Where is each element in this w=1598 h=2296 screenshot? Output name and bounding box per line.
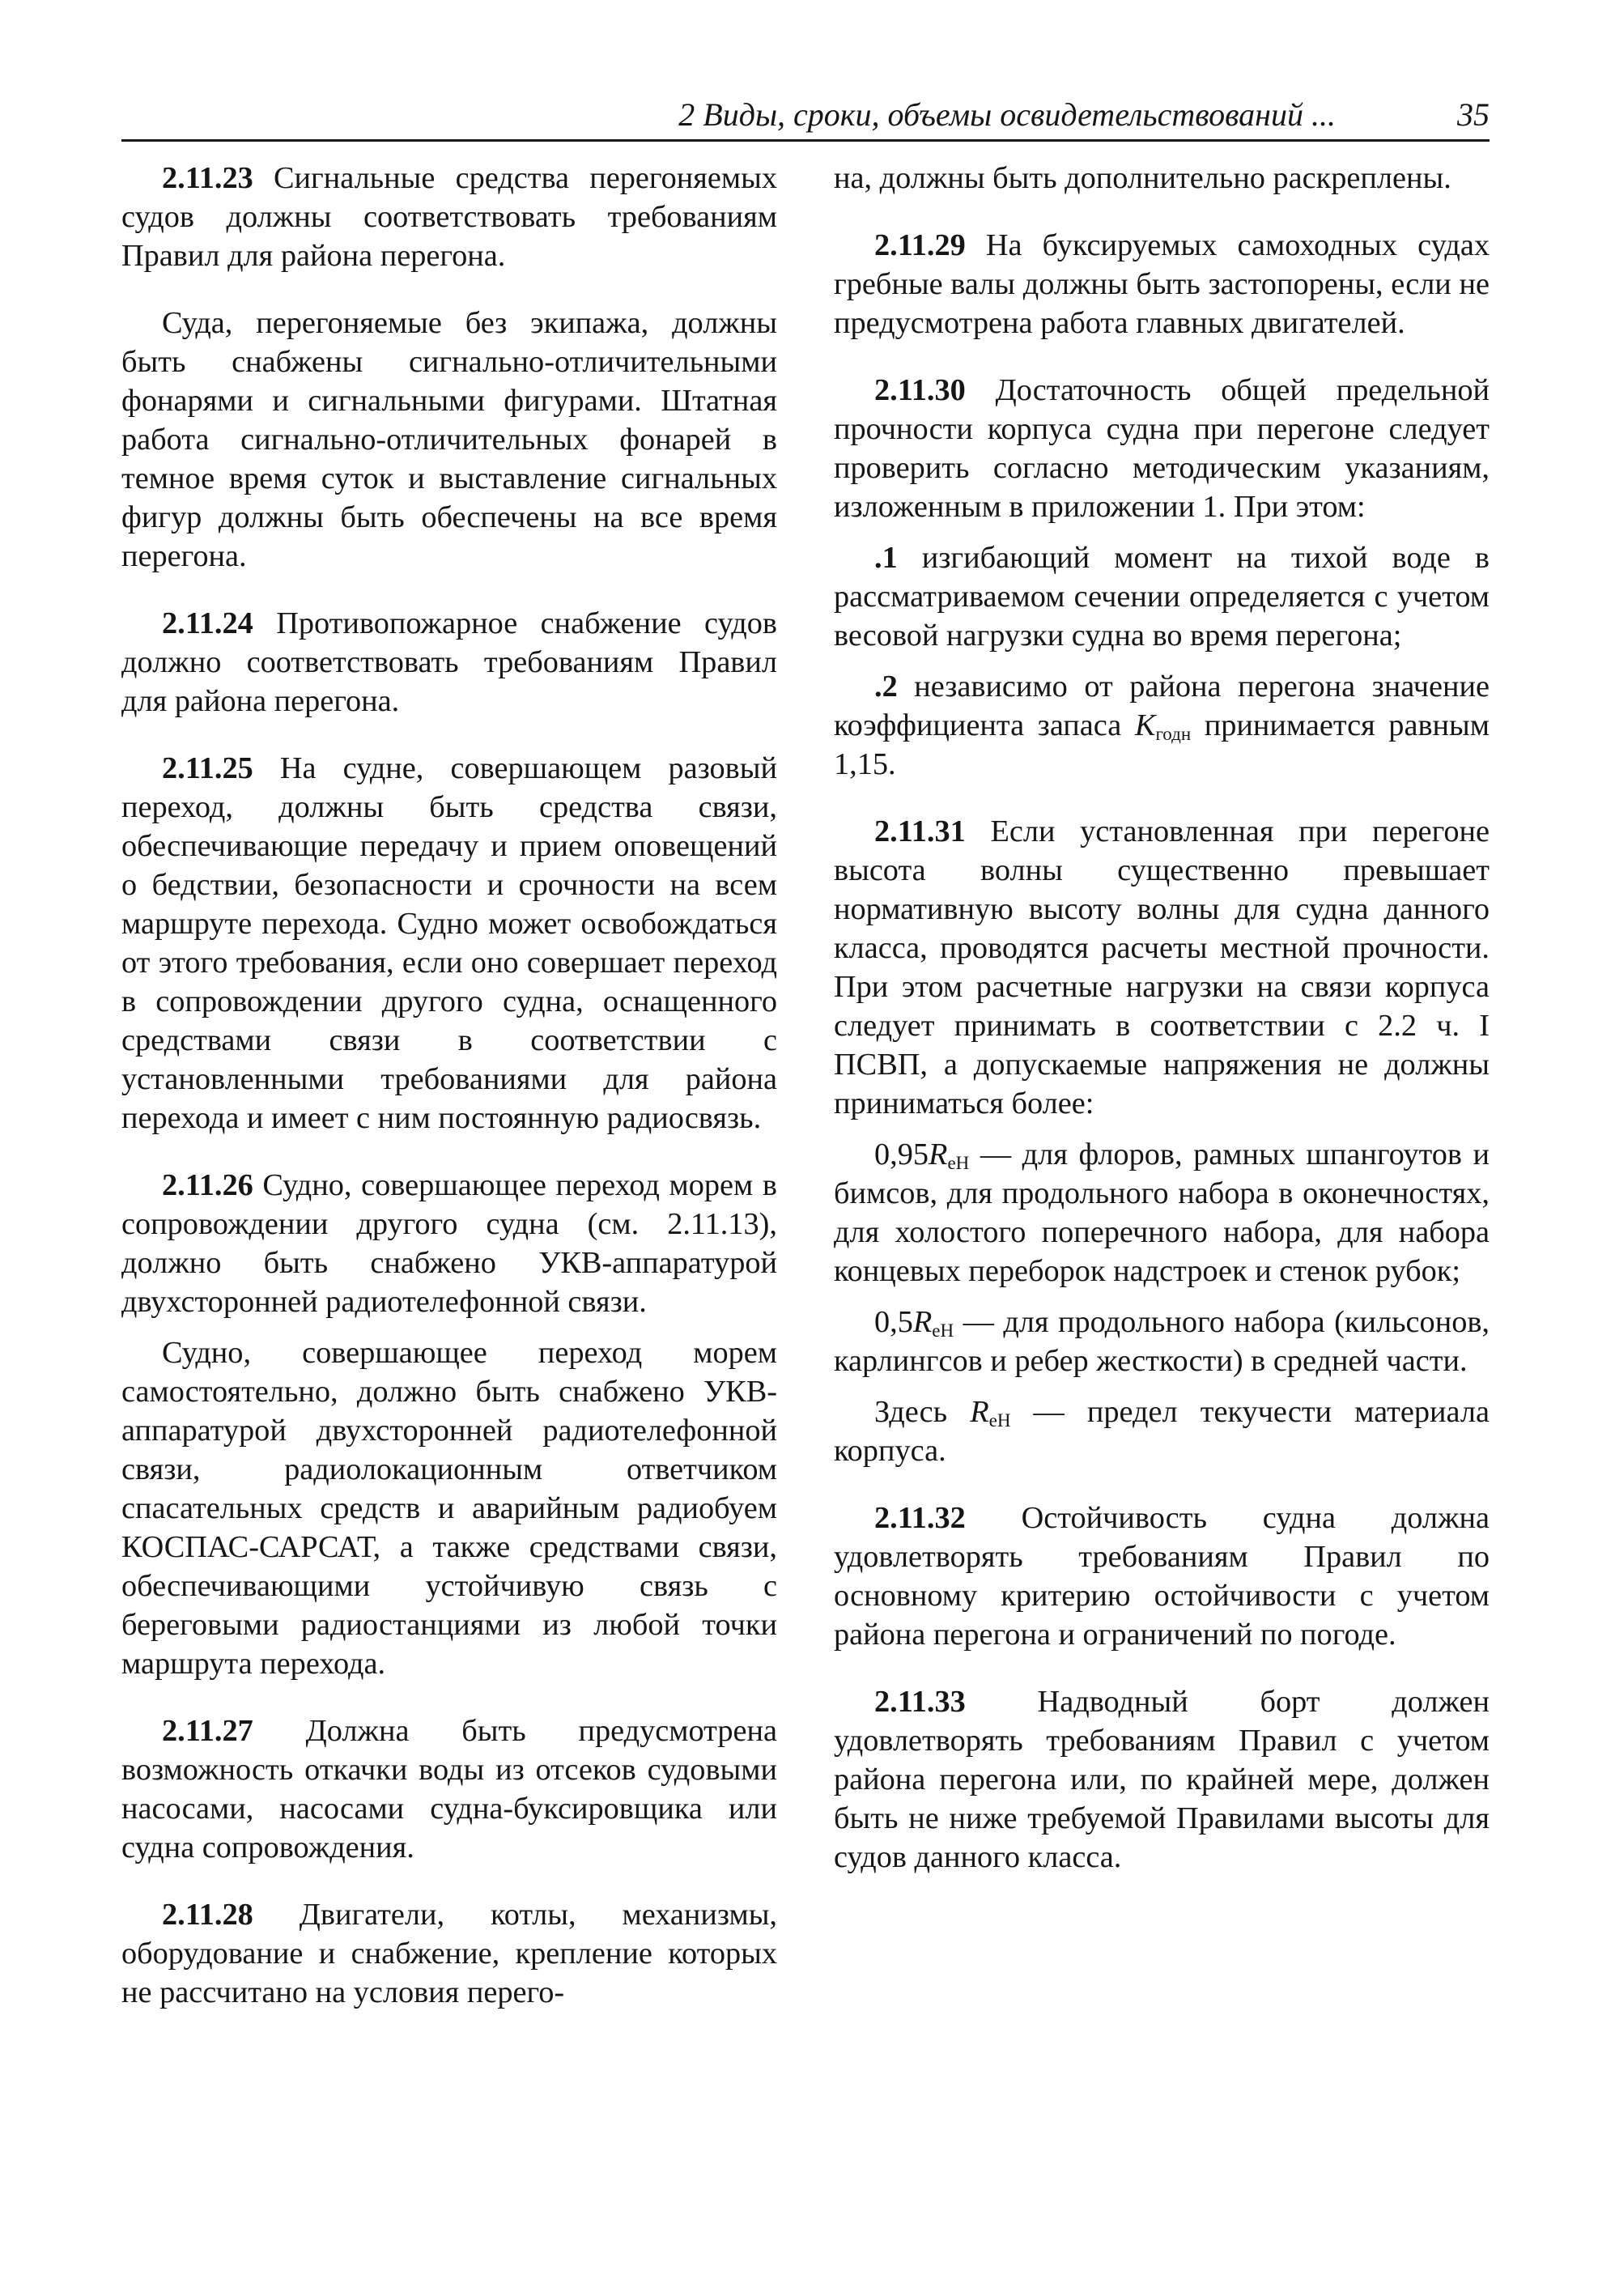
list-item-1 [834,538,1490,655]
stress-limit-2 [834,1303,1490,1380]
section-number: 2.11.24 [162,606,253,640]
stress-limit-1 [834,1135,1490,1290]
paragraph-text: Сигнальные средства перегоняемых судов должны соответствовать требованиям Правил для района перегона. [121,161,777,273]
running-title: 2 Виды, сроки, объемы освидетельствований ... [678,96,1336,133]
coefficient-subscript: годн [1155,724,1192,744]
definition-text: Здесь [874,1395,971,1429]
paragraph-2-11-30 [834,371,1490,526]
section-number: 2.11.30 [874,373,966,407]
item-number: .2 [874,670,898,704]
paragraph-text: Противопожарное снабжение судов должно соответствовать требованиям Правил для района перегона. [121,606,777,718]
paragraph-text: На буксируемых самоходных судах гребные валы должны быть застопорены, если не предусмотрена работа главных двигателей. [834,228,1490,340]
section-number: 2.11.26 [162,1168,253,1202]
paragraph-text: Должна быть предусмотрена возможность откачки воды из отсеков судовыми насосами, насосами судна-буксировщика или судна сопровождения. [121,1714,777,1864]
coefficient-symbol: K [1134,708,1156,742]
running-header [121,91,1490,142]
paragraph-2-11-23 [121,159,777,275]
paragraph-2-11-32 [834,1499,1490,1654]
paragraph-text: Если установленная при перегоне высота волны существенно превышает нормативную высоту волны для судна данного класса, проводятся расчеты местной прочности. При этом расчетные нагрузки на связи корпуса следует принимать в соответствии с 2.2 ч. I ПСВП, а допускаемые напряжения не должны приниматься более: [834,814,1490,1120]
coefficient-value: 0,5 [874,1305,913,1339]
stress-text: — для продольного набора (кильсонов, карлингсов и ребер жесткости) в средней части. [834,1305,1490,1378]
item-text-end: принимается равным 1,15. [834,708,1490,781]
paragraph-text: Остойчивость судна должна удовлетворять требованиям Правил по основному критерию остойчивости с учетом района перегона и ограничений по погоде. [834,1501,1490,1652]
paragraph-2-11-26 [121,1166,777,1321]
yield-symbol: R [970,1395,989,1429]
paragraph-text: Двигатели, котлы, механизмы, оборудование и снабжение, крепление которых не рассчитано на условия перего- [121,1898,777,2009]
yield-subscript: eH [947,1153,970,1173]
paragraph-text: Суда, перегоняемые без экипажа, должны быть снабжены сигнально-отличительными фонарями и сигнальными фигурами. Штатная работа сигнально-отличительных фонарей в темное время суток и выставление сигнальных фигур должны быть обеспечены на все время перегона. [121,306,777,573]
left-column [121,159,777,2040]
section-number: 2.11.29 [874,228,966,262]
section-number: 2.11.32 [874,1501,966,1535]
page-number: 35 [1457,96,1490,133]
paragraph-text: Достаточность общей предельной прочности корпуса судна при перегоне следует проверить согласно методическим указаниям, изложенным в приложении 1. При этом: [834,373,1490,524]
section-number: 2.11.27 [162,1714,253,1748]
paragraph-2-11-26-b [121,1333,777,1683]
paragraph-2-11-27 [121,1711,777,1867]
item-text: изгибающий момент на тихой воде в рассматриваемом сечении определяется с учетом весовой нагрузки судна во время перегона; [834,541,1490,653]
paragraph-2-11-25 [121,749,777,1137]
yield-subscript: eH [988,1410,1011,1431]
item-number: .1 [874,541,898,575]
coefficient-value: 0,95 [874,1137,929,1171]
paragraph-2-11-24 [121,604,777,721]
yield-symbol: R [929,1137,948,1171]
paragraph-text: Судно, совершающее переход морем самостоятельно, должно быть снабжено УКВ-аппаратурой двухсторонней радиотелефонной связи, радиолокационным ответчиком спасательных средств и аварийным радиобуем КОСПАС-САРСАТ, а также средствами связи, обеспечивающими устойчивую связь с береговыми радиостанциями из любой точки маршрута перехода. [121,1336,777,1681]
definition-paragraph [834,1392,1490,1470]
paragraph-text: Надводный борт должен удовлетворять требованиям Правил с учетом района перегона или, по крайней мере, должен быть не ниже требуемой Правилами высоты для судов данного класса. [834,1685,1490,1874]
definition-text-end: — предел текучести материала корпуса. [834,1395,1490,1468]
paragraph-text: На судне, совершающем разовый переход, должны быть средства связи, обеспечивающие передачу и прием оповещений о бедствии, безопасности и срочности на всем маршруте перехода. Судно может освобождаться от этого требования, если оно совершает переход в сопровождении другого судна, оснащенного средствами связи в соответствии с установленными требованиями для района перехода и имеет с ним постоянную радиосвязь. [121,751,777,1135]
section-number: 2.11.23 [162,161,253,195]
yield-symbol: R [912,1305,933,1339]
right-column [834,159,1490,1905]
stress-text: — для флоров, рамных шпангоутов и бимсов, для продольного набора в оконечностях, для холостого поперечного набора, для набора концевых переборок надстроек и стенок рубок; [834,1137,1490,1288]
paragraph-2-11-23-b [121,304,777,576]
paragraph-2-11-31 [834,812,1490,1123]
section-number: 2.11.28 [162,1898,253,1932]
paragraph-2-11-28-continued [834,159,1490,198]
paragraph-2-11-28 [121,1895,777,2012]
paragraph-text: на, должны быть дополнительно раскреплены. [834,161,1451,195]
paragraph-2-11-29 [834,226,1490,342]
paragraph-text: Судно, совершающее переход морем в сопровождении другого судна (см. 2.11.13), должно быть снабжено УКВ-аппаратурой двухсторонней радиотелефонной связи. [121,1168,777,1319]
yield-subscript: eH [932,1320,954,1341]
paragraph-2-11-33 [834,1682,1490,1877]
section-number: 2.11.33 [874,1685,966,1719]
section-number: 2.11.25 [162,751,253,785]
item-text: независимо от района перегона значение коэффициента запаса [834,670,1490,742]
list-item-2 [834,667,1490,784]
section-number: 2.11.31 [874,814,966,848]
